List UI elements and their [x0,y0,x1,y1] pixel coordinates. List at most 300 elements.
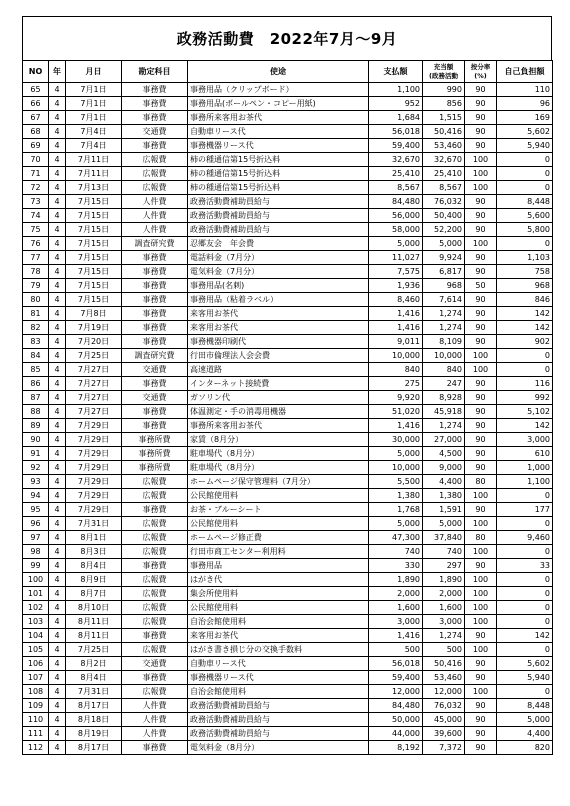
cell-allotment: 247 [423,377,465,391]
cell-purpose: 行田市商工センター利用料 [188,545,369,559]
cell-purpose: 公民館使用料 [188,601,369,615]
cell-year: 4 [49,419,66,433]
cell-year: 4 [49,377,66,391]
cell-rate: 90 [465,559,497,573]
cell-year: 4 [49,447,66,461]
cell-account: 人件費 [122,727,188,741]
cell-rate: 90 [465,727,497,741]
cell-date: 7月13日 [66,181,122,195]
cell-year: 4 [49,559,66,573]
cell-no: 76 [23,237,49,251]
cell-year: 4 [49,643,66,657]
cell-year: 4 [49,321,66,335]
header-rate-line1: 按分率 [470,62,491,71]
cell-year: 4 [49,265,66,279]
table-row [23,153,553,167]
cell-payment: 1,416 [369,321,423,335]
cell-no: 92 [23,461,49,475]
cell-allotment: 27,000 [423,433,465,447]
header-account: 勘定科目 [122,61,188,83]
cell-no: 87 [23,391,49,405]
table-row [23,391,553,405]
cell-allotment: 32,670 [423,153,465,167]
cell-rate: 90 [465,671,497,685]
cell-self-burden: 169 [497,111,553,125]
cell-self-burden: 758 [497,265,553,279]
cell-account: 人件費 [122,699,188,713]
cell-no: 103 [23,615,49,629]
cell-payment: 84,480 [369,699,423,713]
cell-allotment: 50,416 [423,125,465,139]
cell-rate: 100 [465,153,497,167]
table-row [23,125,553,139]
cell-self-burden: 4,400 [497,727,553,741]
table-row [23,447,553,461]
cell-rate: 80 [465,531,497,545]
table-row [23,517,553,531]
cell-self-burden: 0 [497,685,553,699]
cell-payment: 1,416 [369,307,423,321]
header-payment: 支払額 [369,61,423,83]
cell-purpose: 政務活動費補助員給与 [188,223,369,237]
cell-rate: 100 [465,489,497,503]
cell-rate: 90 [465,377,497,391]
cell-purpose: 政務活動費補助員給与 [188,209,369,223]
cell-date: 7月27日 [66,391,122,405]
cell-no: 78 [23,265,49,279]
cell-payment: 3,000 [369,615,423,629]
cell-year: 4 [49,741,66,755]
cell-rate: 90 [465,405,497,419]
cell-date: 8月11日 [66,615,122,629]
cell-date: 8月7日 [66,587,122,601]
cell-account: 事務費 [122,307,188,321]
cell-no: 98 [23,545,49,559]
cell-year: 4 [49,307,66,321]
cell-self-burden: 0 [497,363,553,377]
cell-year: 4 [49,615,66,629]
table-row [23,209,553,223]
table-row [23,139,553,153]
cell-allotment: 9,000 [423,461,465,475]
cell-self-burden: 177 [497,503,553,517]
cell-payment: 56,018 [369,657,423,671]
cell-payment: 1,380 [369,489,423,503]
cell-rate: 100 [465,685,497,699]
cell-allotment: 856 [423,97,465,111]
cell-account: 人件費 [122,223,188,237]
cell-allotment: 8,928 [423,391,465,405]
cell-no: 71 [23,167,49,181]
cell-no: 80 [23,293,49,307]
cell-purpose: 事務所来客用お茶代 [188,419,369,433]
cell-purpose: 高速道路 [188,363,369,377]
cell-rate: 90 [465,321,497,335]
cell-account: 広報費 [122,489,188,503]
cell-purpose: 自動車リース代 [188,125,369,139]
cell-allotment: 2,000 [423,587,465,601]
cell-rate: 90 [465,657,497,671]
cell-purpose: 柿の種通信第15号折込料 [188,167,369,181]
table-row [23,419,553,433]
cell-account: 事務費 [122,83,188,97]
cell-allotment: 990 [423,83,465,97]
cell-date: 8月19日 [66,727,122,741]
cell-date: 7月27日 [66,405,122,419]
cell-year: 4 [49,629,66,643]
table-row [23,335,553,349]
cell-account: 事務費 [122,559,188,573]
cell-rate: 90 [465,139,497,153]
cell-purpose: 電話料金（7月分） [188,251,369,265]
cell-account: 事務所費 [122,447,188,461]
cell-purpose: 電気料金（8月分） [188,741,369,755]
cell-purpose: 行田市倫理法人会会費 [188,349,369,363]
cell-rate: 100 [465,349,497,363]
cell-account: 事務費 [122,265,188,279]
table-row [23,727,553,741]
header-year: 年 [49,61,66,83]
cell-allotment: 39,600 [423,727,465,741]
cell-account: 事務費 [122,419,188,433]
cell-year: 4 [49,349,66,363]
cell-account: 広報費 [122,181,188,195]
cell-self-burden: 0 [497,167,553,181]
cell-no: 88 [23,405,49,419]
cell-no: 86 [23,377,49,391]
cell-no: 112 [23,741,49,755]
table-row [23,181,553,195]
cell-payment: 330 [369,559,423,573]
cell-no: 85 [23,363,49,377]
cell-allotment: 1,274 [423,629,465,643]
expense-table [22,60,553,755]
cell-date: 8月1日 [66,531,122,545]
cell-purpose: 公民館使用料 [188,517,369,531]
cell-purpose: 政務活動費補助員給与 [188,727,369,741]
cell-account: 広報費 [122,643,188,657]
cell-date: 7月29日 [66,503,122,517]
cell-self-burden: 5,602 [497,657,553,671]
cell-no: 111 [23,727,49,741]
cell-payment: 10,000 [369,461,423,475]
table-row [23,293,553,307]
cell-date: 8月17日 [66,699,122,713]
cell-rate: 80 [465,475,497,489]
cell-purpose: 事務用品（クリップボード） [188,83,369,97]
cell-payment: 8,460 [369,293,423,307]
cell-date: 8月18日 [66,713,122,727]
cell-no: 84 [23,349,49,363]
cell-account: 事務費 [122,335,188,349]
cell-rate: 90 [465,209,497,223]
cell-self-burden: 5,602 [497,125,553,139]
cell-self-burden: 0 [497,615,553,629]
cell-payment: 1,768 [369,503,423,517]
cell-rate: 90 [465,223,497,237]
cell-date: 8月4日 [66,671,122,685]
cell-no: 108 [23,685,49,699]
cell-self-burden: 1,100 [497,475,553,489]
header-rate [465,61,497,83]
table-row [23,433,553,447]
cell-self-burden: 0 [497,587,553,601]
cell-purpose: はがき書き損じ分の交換手数料 [188,643,369,657]
cell-allotment: 9,924 [423,251,465,265]
cell-allotment: 5,000 [423,517,465,531]
table-row [23,643,553,657]
cell-year: 4 [49,657,66,671]
table-row [23,279,553,293]
cell-account: 広報費 [122,615,188,629]
cell-allotment: 3,000 [423,615,465,629]
table-row [23,363,553,377]
cell-year: 4 [49,475,66,489]
cell-account: 広報費 [122,517,188,531]
cell-account: 広報費 [122,531,188,545]
cell-account: 人件費 [122,195,188,209]
cell-date: 7月1日 [66,111,122,125]
cell-payment: 9,011 [369,335,423,349]
cell-rate: 90 [465,125,497,139]
cell-no: 106 [23,657,49,671]
table-row [23,97,553,111]
cell-rate: 100 [465,615,497,629]
table-row [23,671,553,685]
cell-year: 4 [49,363,66,377]
header-rate-line2: (%) [474,71,487,80]
cell-allotment: 1,890 [423,573,465,587]
cell-no: 96 [23,517,49,531]
cell-year: 4 [49,167,66,181]
cell-date: 7月11日 [66,153,122,167]
cell-no: 93 [23,475,49,489]
cell-year: 4 [49,335,66,349]
cell-payment: 5,000 [369,517,423,531]
cell-rate: 90 [465,461,497,475]
cell-date: 8月9日 [66,573,122,587]
cell-date: 7月29日 [66,461,122,475]
cell-date: 8月17日 [66,741,122,755]
cell-self-burden: 0 [497,601,553,615]
cell-no: 79 [23,279,49,293]
document-title: 政務活動費 2022年7月～9月 [22,16,552,60]
cell-year: 4 [49,671,66,685]
cell-date: 7月11日 [66,167,122,181]
cell-purpose: ガソリン代 [188,391,369,405]
cell-date: 7月15日 [66,237,122,251]
cell-purpose: 家賃（8月分） [188,433,369,447]
cell-payment: 7,575 [369,265,423,279]
cell-date: 7月29日 [66,475,122,489]
table-row [23,587,553,601]
cell-allotment: 50,416 [423,657,465,671]
cell-self-burden: 5,940 [497,139,553,153]
cell-year: 4 [49,531,66,545]
cell-rate: 90 [465,447,497,461]
cell-payment: 51,020 [369,405,423,419]
cell-purpose: ホームページ保守管理料（7月分） [188,475,369,489]
cell-self-burden: 1,103 [497,251,553,265]
cell-date: 7月25日 [66,349,122,363]
cell-no: 65 [23,83,49,97]
cell-date: 8月4日 [66,559,122,573]
cell-year: 4 [49,195,66,209]
cell-payment: 10,000 [369,349,423,363]
cell-purpose: 駐車場代（8月分） [188,461,369,475]
cell-allotment: 1,380 [423,489,465,503]
table-row [23,615,553,629]
cell-purpose: 事務機器印刷代 [188,335,369,349]
cell-year: 4 [49,545,66,559]
cell-payment: 9,920 [369,391,423,405]
cell-date: 7月29日 [66,419,122,433]
cell-no: 109 [23,699,49,713]
cell-year: 4 [49,461,66,475]
cell-date: 7月8日 [66,307,122,321]
cell-allotment: 1,274 [423,307,465,321]
cell-year: 4 [49,181,66,195]
cell-rate: 90 [465,195,497,209]
cell-account: 事務費 [122,405,188,419]
table-row [23,461,553,475]
cell-allotment: 7,372 [423,741,465,755]
cell-year: 4 [49,111,66,125]
table-body [23,83,553,755]
cell-payment: 275 [369,377,423,391]
cell-allotment: 1,515 [423,111,465,125]
table-row [23,251,553,265]
cell-account: 交通費 [122,657,188,671]
cell-date: 7月27日 [66,363,122,377]
cell-year: 4 [49,279,66,293]
cell-payment: 59,400 [369,139,423,153]
cell-rate: 90 [465,97,497,111]
cell-no: 83 [23,335,49,349]
cell-date: 7月1日 [66,83,122,97]
cell-payment: 1,416 [369,629,423,643]
cell-purpose: 自動車リース代 [188,657,369,671]
cell-account: 広報費 [122,573,188,587]
cell-payment: 1,684 [369,111,423,125]
cell-payment: 1,416 [369,419,423,433]
table-row [23,713,553,727]
cell-rate: 90 [465,699,497,713]
cell-date: 7月15日 [66,209,122,223]
cell-payment: 50,000 [369,713,423,727]
table-row [23,657,553,671]
cell-date: 7月25日 [66,643,122,657]
cell-payment: 1,936 [369,279,423,293]
cell-purpose: 事務機器リース代 [188,139,369,153]
cell-account: 交通費 [122,125,188,139]
cell-self-burden: 142 [497,419,553,433]
cell-date: 7月15日 [66,251,122,265]
cell-allotment: 1,274 [423,419,465,433]
cell-payment: 5,000 [369,447,423,461]
cell-date: 7月15日 [66,279,122,293]
cell-no: 104 [23,629,49,643]
cell-rate: 100 [465,643,497,657]
cell-allotment: 740 [423,545,465,559]
cell-account: 事務費 [122,377,188,391]
cell-account: 人件費 [122,713,188,727]
cell-date: 7月4日 [66,125,122,139]
cell-self-burden: 846 [497,293,553,307]
table-row [23,223,553,237]
cell-allotment: 1,274 [423,321,465,335]
cell-rate: 90 [465,335,497,349]
cell-date: 8月3日 [66,545,122,559]
cell-self-burden: 142 [497,321,553,335]
cell-payment: 5,500 [369,475,423,489]
cell-purpose: 来客用お茶代 [188,629,369,643]
cell-purpose: 事務用品 [188,559,369,573]
cell-account: 事務費 [122,139,188,153]
cell-year: 4 [49,237,66,251]
cell-no: 66 [23,97,49,111]
cell-self-burden: 0 [497,545,553,559]
cell-self-burden: 0 [497,237,553,251]
cell-year: 4 [49,125,66,139]
cell-account: 事務費 [122,293,188,307]
cell-rate: 100 [465,601,497,615]
cell-year: 4 [49,713,66,727]
table-row [23,475,553,489]
cell-purpose: ホームページ修正費 [188,531,369,545]
cell-payment: 1,600 [369,601,423,615]
cell-allotment: 297 [423,559,465,573]
cell-self-burden: 0 [497,153,553,167]
cell-account: 事務費 [122,671,188,685]
cell-payment: 56,018 [369,125,423,139]
cell-no: 105 [23,643,49,657]
cell-year: 4 [49,83,66,97]
cell-allotment: 4,500 [423,447,465,461]
cell-purpose: 事務用品（粘着ラベル） [188,293,369,307]
cell-payment: 5,000 [369,237,423,251]
cell-allotment: 53,460 [423,139,465,153]
cell-rate: 90 [465,251,497,265]
table-row [23,83,553,97]
cell-purpose: インターネット接続費 [188,377,369,391]
cell-year: 4 [49,391,66,405]
cell-rate: 90 [465,83,497,97]
cell-account: 交通費 [122,391,188,405]
cell-purpose: 事務用品(名刺) [188,279,369,293]
cell-rate: 50 [465,279,497,293]
cell-payment: 30,000 [369,433,423,447]
cell-year: 4 [49,97,66,111]
cell-self-burden: 968 [497,279,553,293]
cell-date: 7月19日 [66,321,122,335]
header-no: NO [23,61,49,83]
cell-purpose: 来客用お茶代 [188,307,369,321]
cell-account: 広報費 [122,475,188,489]
cell-date: 7月4日 [66,139,122,153]
table-row [23,685,553,699]
cell-payment: 56,000 [369,209,423,223]
cell-allotment: 968 [423,279,465,293]
cell-no: 77 [23,251,49,265]
cell-purpose: 事務所来客用お茶代 [188,111,369,125]
cell-date: 7月31日 [66,685,122,699]
cell-year: 4 [49,699,66,713]
cell-allotment: 25,410 [423,167,465,181]
cell-allotment: 50,400 [423,209,465,223]
cell-purpose: 柿の種通信第15号折込料 [188,153,369,167]
table-row [23,601,553,615]
